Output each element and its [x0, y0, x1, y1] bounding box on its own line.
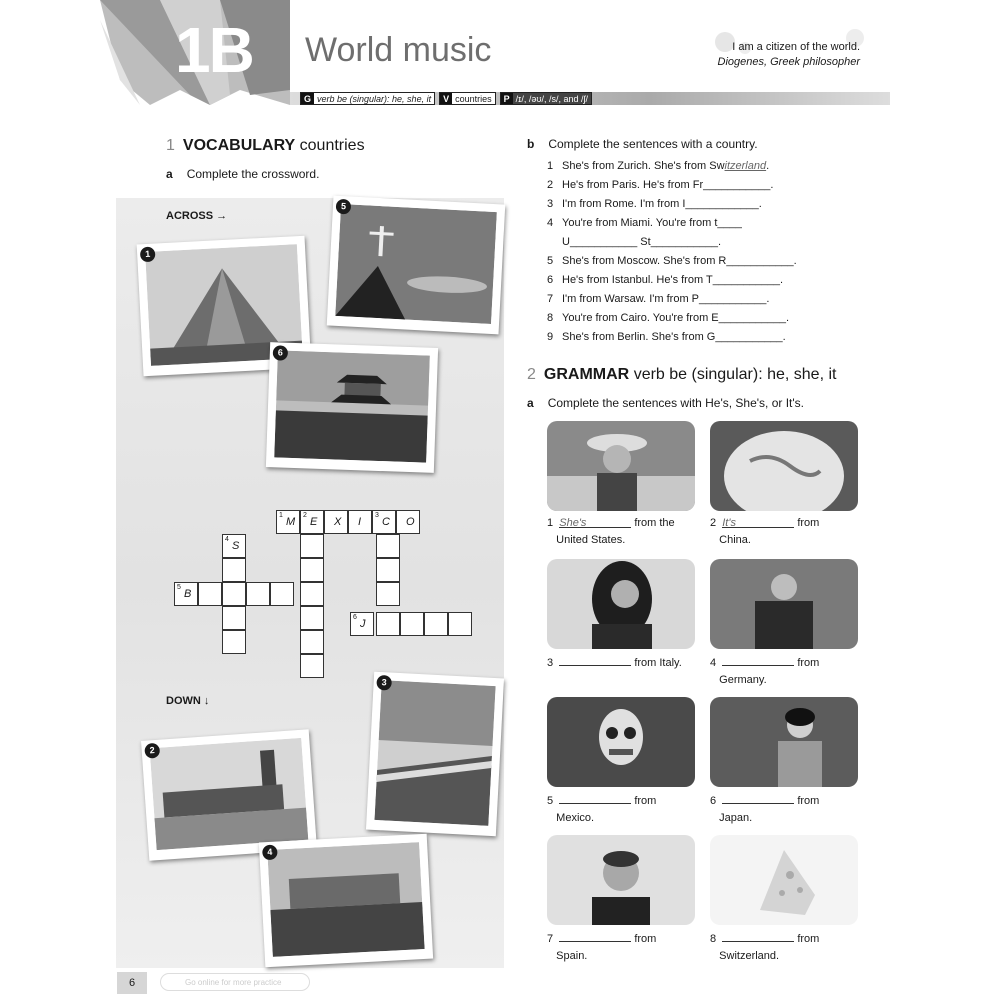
unit-title: World music [305, 31, 492, 69]
crossword-cell[interactable] [222, 558, 246, 582]
crossword-cell[interactable] [300, 654, 324, 678]
crossword-cell[interactable] [376, 582, 400, 606]
crossword-cell[interactable] [300, 630, 324, 654]
sentence-item: 1 She's from Zurich. She's from Switzerland. [547, 160, 770, 172]
photo-swiss-cheese [710, 835, 858, 925]
section-2a-instruction: a Complete the sentences with He's, She's, or It's. [527, 396, 805, 410]
crossword-cell[interactable] [376, 612, 400, 636]
quote [718, 40, 860, 70]
quote-author: Diogenes, Greek philosopher [717, 56, 860, 68]
crossword-cell[interactable] [300, 582, 324, 606]
sentence-item: 4 You're from Miami. You're from t____ [547, 217, 742, 229]
crossword-cell[interactable]: 5 B [174, 582, 198, 606]
sentence-item: 7 I'm from Warsaw. I'm from P___________. [547, 293, 770, 305]
lesson-tags [300, 92, 592, 105]
crossword-cell[interactable] [400, 612, 424, 636]
photo-brazil-statue: 5 [327, 196, 506, 335]
answer-blank[interactable] [722, 653, 794, 666]
down-label: DOWN ↓ [166, 695, 210, 707]
quote-text: I am a citizen of the world. [732, 41, 860, 53]
vocabulary-tag: V countries [439, 92, 496, 105]
across-label: ACROSS → [166, 210, 228, 222]
photo-german-goalkeeper [710, 559, 858, 649]
section-1-heading: 1 VOCABULARY countries [166, 137, 365, 154]
grammar-item: 2 It's from China. [710, 517, 820, 546]
sentence-item: 8 You're from Cairo. You're from E___________. [547, 312, 790, 324]
crossword-cell[interactable]: 6 J [350, 612, 374, 636]
grammar-item: 7 from Spain. [547, 929, 717, 965]
sentence-item: 9 She's from Berlin. She's from G___________. [547, 331, 786, 343]
crossword-cell[interactable] [246, 582, 270, 606]
crossword-cell[interactable]: O [396, 510, 420, 534]
crossword-cell[interactable] [424, 612, 448, 636]
crossword-cell[interactable]: 4 S [222, 534, 246, 558]
crossword-cell[interactable] [270, 582, 294, 606]
section-2-heading: 2 GRAMMAR verb be (singular): he, she, it [527, 366, 837, 383]
grammar-item: 8 from Switzerland. [710, 929, 880, 965]
sentence-item: 2 He's from Paris. He's from Fr___________. [547, 179, 774, 191]
crossword-cell[interactable] [376, 534, 400, 558]
photo-uk-parliament: 2 [141, 729, 317, 860]
crossword-cell[interactable]: 2 E [300, 510, 324, 534]
photo-great-wall: 3 [366, 672, 504, 837]
page-number: 6 [117, 972, 147, 994]
crossword-cell[interactable] [222, 630, 246, 654]
pronunciation-tag: P /ɪ/, /əʊ/, /s/, and /ʃ/ [500, 92, 592, 105]
answer-blank[interactable] [559, 653, 631, 666]
sentence-item: 5 She's from Moscow. She's from R___________. [547, 255, 797, 267]
sentence-item: 3 I'm from Rome. I'm from I____________. [547, 198, 762, 210]
grammar-item: 6 from Japan. [710, 791, 880, 827]
crossword-cell[interactable]: X [324, 510, 348, 534]
crossword-cell[interactable] [222, 582, 246, 606]
answer-blank[interactable]: It's [722, 515, 794, 528]
grammar-item: 4 from Germany. [710, 653, 880, 689]
crossword-cell[interactable] [300, 606, 324, 630]
grammar-item: 1 She's from the United States. [547, 517, 675, 546]
online-practice-text: Go online for more practice [185, 978, 282, 987]
answer-blank[interactable] [559, 791, 631, 804]
crossword-cell[interactable] [448, 612, 472, 636]
answer-blank[interactable] [722, 791, 794, 804]
photo-japan-temple: 6 [266, 342, 438, 473]
online-practice-link[interactable] [160, 973, 310, 991]
crossword-cell[interactable] [300, 558, 324, 582]
lesson-code: 1B [175, 14, 253, 86]
photo-spain-alhambra: 4 [259, 834, 433, 968]
crossword-cell[interactable] [300, 534, 324, 558]
grammar-item: 5 from Mexico. [547, 791, 717, 827]
crossword-cell[interactable] [376, 558, 400, 582]
photo-china-vase [710, 421, 858, 511]
crossword-cell[interactable]: 1 M [276, 510, 300, 534]
photo-mexican-skull-mask [547, 697, 695, 787]
photo-mexico-pyramid: 1 [137, 236, 312, 377]
photo-cowgirl [547, 421, 695, 511]
photo-spanish-man [547, 835, 695, 925]
grammar-item: 3 from Italy. [547, 653, 717, 672]
photo-italian-woman [547, 559, 695, 649]
grammar-tag: G verb be (singular): he, she, it [300, 92, 435, 105]
answer-blank[interactable] [722, 929, 794, 942]
answer-blank[interactable]: She's [559, 515, 631, 528]
section-1b-instruction: b Complete the sentences with a country. [527, 137, 758, 151]
crossword-cell[interactable]: 3 C [372, 510, 396, 534]
country-sentences-list [547, 157, 887, 347]
crossword-cell[interactable] [198, 582, 222, 606]
crossword-cell[interactable]: I [348, 510, 372, 534]
sentence-item: 6 He's from Istanbul. He's from T___________. [547, 274, 784, 286]
crossword-cell[interactable] [222, 606, 246, 630]
section-1a-instruction: a Complete the crossword. [166, 167, 320, 181]
photo-japanese-woman [710, 697, 858, 787]
sentence-item: U___________ St___________. [562, 236, 722, 248]
answer-blank[interactable] [559, 929, 631, 942]
